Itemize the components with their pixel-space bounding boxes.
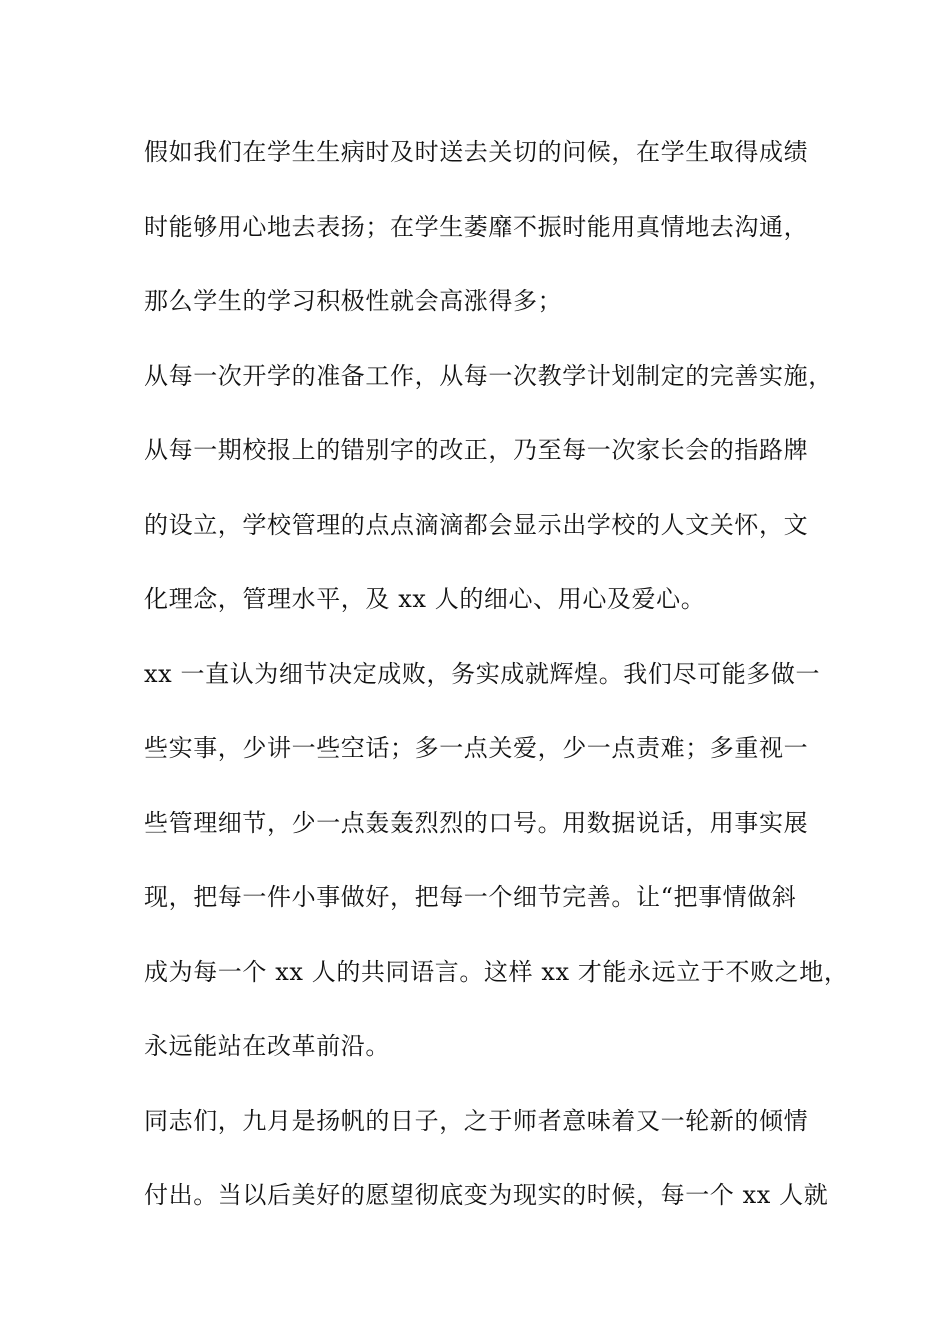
text-line: 现，把每一件小事做好，把每一个细节完善。让“把事情做斜 <box>144 883 797 911</box>
text-line: 从每一次开学的准备工作，从每一次教学计划制定的完善实施， <box>144 361 833 390</box>
text-line: 些实事，少讲一些空话；多一点关爱，少一点责难；多重视一 <box>144 734 809 762</box>
text-line: 成为每一个 xx 人的共同语言。这样 xx 才能永远立于不败之地， <box>144 957 849 986</box>
text-line: 时能够用心地去表扬；在学生萎靡不振时能用真情地去沟通， <box>144 212 809 241</box>
text-line: 从每一期校报上的错别字的改正，乃至每一次家长会的指路牌 <box>144 436 809 464</box>
body-text <box>144 132 849 1250</box>
text-line: 永远能站在改革前沿。 <box>144 1032 390 1060</box>
text-line: 同志们，九月是扬帆的日子，之于师者意味着又一轮新的倾情 <box>144 1106 809 1135</box>
text-line: 假如我们在学生生病时及时送去关切的问候，在学生取得成绩 <box>144 138 809 166</box>
text-line: 些管理细节，少一点轰轰烈烈的口号。用数据说话，用事实展 <box>144 808 809 837</box>
text-line: xx 一直认为细节决定成败，务实成就辉煌。我们尽可能多做一 <box>144 659 821 688</box>
text-line: 那么学生的学习积极性就会高涨得多； <box>144 287 563 315</box>
text-line: 付出。当以后美好的愿望彻底变为现实的时候，每一个 xx 人就 <box>144 1181 829 1209</box>
text-line: 化理念，管理水平，及 xx 人的细心、用心及爱心。 <box>144 585 706 613</box>
text-line: 的设立，学校管理的点点滴滴都会显示出学校的人文关怀，文 <box>144 510 809 539</box>
